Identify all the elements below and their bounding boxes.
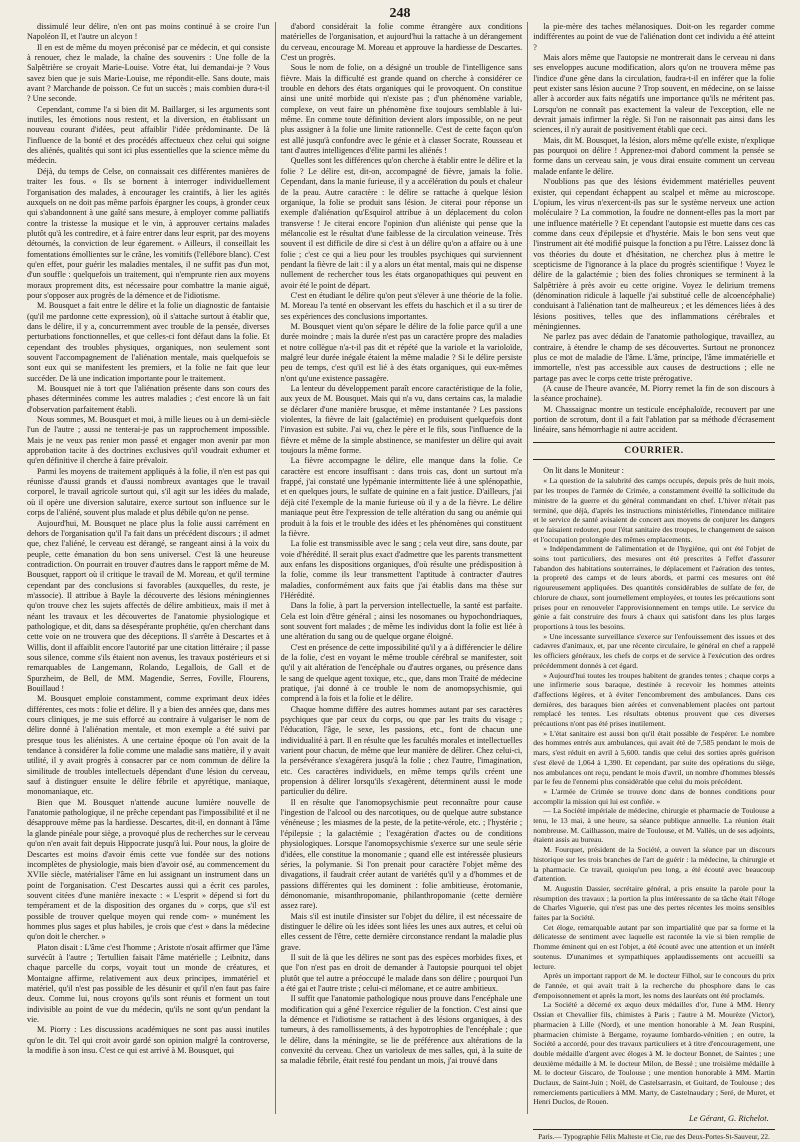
section-divider <box>533 442 775 443</box>
paragraph: » Une incessante surveillance s'exerce sur l'enfouissement des issues et des cadavres d'animaux, et, par une récente circulaire, le général en chef a rappelé les officiers généraux, les chefs de corps et de service à l'exécution des ordres précédemment donnés à cet égard. <box>533 631 775 670</box>
paragraph: M. Bousquet nie à tort que l'aliénation présente dans son cours des phases déterminées comme les autres maladies ; c'est encore là un fait d'observation parfaitement établi. <box>27 384 270 414</box>
paragraph: Il en résulte que l'anomopsychismie peut reconnaître pour cause l'ingestion de l'alcool ou des narcotiques, ou de quelque autre substance vénéneuse ; les miasmes de la peste, de la petite-vérole, etc. ; l'hystérie ; l'épilepsie ; la galactémie ; l'exagération d'actes ou de conditions physiologiques. Lorsque l'anomopsychismie s'exerce sur une seule série d'idées, elle constitue la monomanie ; quand elle est intéressée plusieurs séries, la polymanie. Si l'on prenait pour caractère l'objet même des divagations, il faudrait créer autant de variétés qu'il y a d'hommes et de passions différentes qui les dominent : folie ambitieuse, érotomanie, démonomanie, misanthropomanie, philanthropomanie (cette dernière assez rare). <box>280 797 523 911</box>
gerant-signature: Le Gérant, G. Richelot. <box>688 1113 769 1124</box>
paragraph: » Indépendamment de l'alimentation et de l'hygiène, qui ont été l'objet de soins tout particuliers, des mesures ont été prescrites à l'effet d'assurer l'abandon des habitations souterraines, le déplacement et l'aération des tentes, la propreté des camps et de leurs abords, et parmi ces mesures ont été rigoureusement appliquées. Des quantités considérables de sulfate de fer, de chlorure de chaux, sont journellement employées, et toutes les précautions sont prises pour en renouveler l'approvisionnement en temps utile. Le service du génie a fait construire des fours à chaux qui satisfont dans les plus larges proportions à tous les besoins. <box>533 544 775 631</box>
paragraph: Cependant, comme l'a si bien dit M. Baillarger, si les arguments sont inutiles, les émotions nous restent, et la diversion, en établissant un nouveau courant d'idées, peut affaiblir l'idée prédominante. De là l'influence de la bonté et des procédés affectueux chez celui qui soigne des aliénés, qualités qui sont ici plus essentielles que la science même du médecin. <box>27 104 270 166</box>
column-2 <box>275 22 528 1114</box>
courrier-title: COURRIER. <box>624 445 684 456</box>
paragraph: Bien que M. Bousquet n'attende aucune lumière nouvelle de l'anatomie pathologique, il ne prêche cependant pas l'impossibilité et il ne désapprouve même pas la hardiesse. Descartes, dit-il, en donnant à l'âme la glande pinéale pour siège, a provoqué plus de recherches sur le cerveau qu'on n'en avait fait depuis Hippocrate jusqu'à lui. Pour nous, la gloire de Descartes est moins d'avoir émis cette vue fondée sur des notions incomplètes de physiologie, mais bien d'avoir osé, au commencement du XVIIe siècle, matérialiser l'âme en lui assignant un instrument dans un point de l'organisation. C'est Descartes aussi qui a écrit ces paroles, souvent citées d'une manière inexacte : « L'esprit » dépend si fort du tempérament et de la disposition des organes du » corps, que s'il est possible de trouver quelque moyen qui rende com- » munément les hommes plus sages et plus habiles, je crois que c'est » dans la médecine qu'on doit le chercher. » <box>27 797 270 942</box>
paragraph: M. Augustin Dassier, secrétaire général, a pris ensuite la parole pour la résumption des travaux ; la portion la plus intéressante de sa tâche était l'éloge de Charles Viguerie, qui n'est pas une des pertes récentes les moins sensibles faites par la Société. <box>533 883 775 923</box>
paragraph: dissimulé leur délire, n'en ont pas moins continué à se croire l'un Napoléon II, et l'autre un alcyon ! <box>27 22 270 42</box>
column-3 <box>527 22 780 1142</box>
paragraph: M. Bousquet vient qu'on sépare le délire de la folie parce qu'il a une durée moindre ; mais la durée n'est pas un caractère propre des maladies et notre collègue n'a-t-il pas dit et répété que la variole et la varioloïde, malgré leur durée inégale étaient la même maladie ? Si le délire persiste peu de temps, c'est qu'il est lié à des états organiques, qui eux-mêmes n'ont qu'une existence passagère. <box>280 321 523 383</box>
paragraph: Déjà, du temps de Celse, on connaissait ces différentes manières de traiter les fous. « Ils se bornent à interroger individuellement l'organisation des malades, à encourager les craintifs, à lier les agités auxquels on ne doit pas même parfois épargner les coups, à gronder ceux qui s'abandonnent à une gaîté sans mesure, à employer comme palliatifs contre la tristesse la musique et le vin, à approuver certains malades plutôt qu'à les contredire, et à faire entrer dans leur esprit, par des moyens détournés, la conviction de leur égarement. » Ailleurs, il conseillait les fomentations émollientes sur le crâne, les vomitifs (l'ellébore blanc). C'est qu'en effet, pour guérir les maladies mentales, il ne suffit pas d'un mot, d'un souffle : quelquefois un traitement, qui n'emprunte rien aux moyens moraux proprement dits, est nécessaire pour combattre la manie aiguë, pour s'opposer aux progrès de la démence et de l'idiotisme. <box>27 166 270 300</box>
paragraph: M. Bousquet emploie constamment, comme exprimant deux idées différentes, ces mots : folie et délire. Il y a bien des années que, dans mes cours cliniques, je me suis efforcé au contraire à vulgariser le nom de délire donné à l'aliénation mentale, et mon exemple a été suivi par presque tous les aliénistes. A une certaine époque où l'on avait de la tendance à considérer la folie comme une maladie sans matière, il y avait utilité, il y avait progrès à consacrer par ce nom commun de délire la similitude de troubles intellectuels dépendant d'une lésion du cerveau, sauf à distinguer ensuite le délire fébrile et apyrétique, maniaque, monomaniaque, etc. <box>27 694 270 797</box>
paragraph: « La question de la salubrité des camps occupés, depuis près de huit mois, par les troupes de l'armée de Crimée, a constamment éveillé la sollicitude du ministre de la guerre et du général commandant en chef. L'hiver n'était pas terminé, que déjà, d'après les instructions ministérielles, l'intendance militaire et le service de santé avisaient de concert aux moyens de conjurer les dangers que faisaient redouter, pour l'état sanitaire des troupes, le changement de saison et l'occupation prolongée des mêmes emplacements. <box>533 476 775 544</box>
paragraph: Il suit de là que les délires ne sont pas des espèces morbides fixes, et que l'on n'est pas en droit de demander à l'autopsie pourquoi tel objet plutôt que tel autre a préoccupé le malade dans son délire ; pourquoi l'un a été gai et l'autre triste ; celui-ci mélomane, et ce autre ambitieux. <box>280 952 523 993</box>
paragraph: (A cause de l'heure avancée, M. Piorry remet la fin de son discours à la séance prochaine). <box>533 384 775 404</box>
paragraph: Dans la folie, à part la perversion intellectuelle, la santé est parfaite. Cela est loin d'être général ; ainsi les nosomanes ou hypochondriaques, sont souvent fort malades ; de même les individus dont la folie est liée à une altération du sang ou de quelque organe éloigné. <box>280 601 523 642</box>
paragraph: M. Piorry : Les discussions académiques ne sont pas aussi inutiles qu'on le dit. Tel qui croit avoir gardé son opinion malgré la controverse, la modifie à son insu. C'est ce qui est arrivé à M. Bousquet, qui <box>27 1025 270 1056</box>
paragraph: Mais alors même que l'autopsie ne montrerait dans le cerveau ni dans ses enveloppes aucune modification, alors qu'on ne trouvera même pas l'indice d'une gêne dans la circulation, faudra-t-il en inférer que la folie peut exister sans lésion aucune ? Trop souvent, en médecine, on se laisse aller à accorder aux faits négatifs une importance qu'ils ne méritent pas. Lorsqu'on ne connaît pas exactement la valeur de l'exception, elle ne devrait jamais infirmer la règle. Si l'on ne raisonnait pas ainsi dans les sciences, il n'y aurait de positivement établi que ceci. <box>533 53 775 135</box>
paragraph: » Aujourd'hui toutes les troupes habitent de grandes tentes ; chaque corps a une infirmerie sous baraque, destinée à recevoir les hommes atteints d'affections légères, et à éviter l'encombrement des ambulances. Dans ces dernières, des baraques bien aérées et convenablement placées ont partout remplacé les tentes. Les résultats obtenus prouvent que ces diverses précautions n'ont pas été prises inutilement. <box>533 670 775 729</box>
paragraph: Parmi les moyens de traitement appliqués à la folie, il n'en est pas qui réunisse d'aussi grands et d'aussi nombreux avantages que le travail corporel, le travail agricole surtout qui, s'il agit sur les idées du malade, où il opère une diversion salutaire, exerce surtout son influence sur le corps de l'aliéné, souvent plus malade et plus débile qu'on ne pense. <box>27 466 270 518</box>
page-number: 248 <box>389 6 411 21</box>
section-divider-thin <box>533 459 775 460</box>
paragraph: — La Société impériale de médecine, chirurgie et pharmacie de Toulouse a tenu, le 13 mai, à une heure, sa séance publique annuelle. La réunion était nombreuse. M. Cailhasson, maire de Toulouse, et M. Vallès, un de ses adjoints, étaient assis au bureau. <box>533 806 775 845</box>
paragraph: » L'armée de Crimée se trouve donc dans de bonnes conditions pour accomplir la mission qui lui est confiée. » <box>533 786 775 806</box>
column-3-body <box>533 22 775 436</box>
paragraph: La fièvre accompagne le délire, elle manque dans la folie. Ce caractère est encore insuffisant : dans trois cas, dont un surtout m'a frappé, j'ai constaté une lypémanie intermittente liée à une splénopathie, et en quelques jours, le sulfate de quinine en a fait justice. D'ailleurs, j'ai déjà cité l'exemple de la manie furieuse où il y a de la fièvre. Le délire maniaque peut être l'expression de telle altération du sang ou anémie qui produit à la fois et le trouble des idées et les phénomènes qui constituent la fièvre. <box>280 456 523 538</box>
paragraph: M. Fourquet, président de la Société, a ouvert la séance par un discours historique sur les trois branches de l'art de guérir : la médecine, la chirurgie et la pharmacie. Ce travail, quoiqu'un peu long, a été écouté avec beaucoup d'attention. <box>533 845 775 884</box>
paragraph: Quelles sont les différences qu'on cherche à établir entre le délire et la folie ? Le délire est, dit-on, accompagné de fièvre, jamais la folie. Cependant, dans la manie furieuse, il y a accélération du pouls et chaleur de la peau. Autre caractère : le délire se rattache à quelque lésion organique, la folie se produit sans lésion. Je citerai pour réponse un exemple d'aliénation qu'Esquirol attribue à un déplacement du colon transverse ! Je citerai encore l'opinion d'un aliéniste qui pense que la mélancolie est le résultat d'une faiblesse de la circulation veineuse. Très souvent il est difficile de dire si c'est à un délire qu'on a affaire ou à une folie ; c'est ce qui a lieu pour les troubles psychiques qui surviennent pendant la fièvre de lait : il y a alors un état mental, mais qui ne dispense nullement de rechercher tous les états organopathiques qui peuvent en avoir été le point de départ. <box>280 156 523 290</box>
paragraph: La folie est transmissible avec le sang ; cela veut dire, sans doute, par voie d'hérédité. Il serait plus exact d'admettre que les parents transmettent aux enfans les dispositions organiques, d'où résulte une prédisposition à la folie, comme ils leur transmettent l'aptitude à contracter d'autres maladies, conformément aux faits que j'ai établis dans ma thèse sur l'Hérédité. <box>280 539 523 600</box>
paragraph: » L'état sanitaire est aussi bon qu'il était possible de l'espérer. Le nombre des hommes entrés aux ambulances, qui avait été de 7,585 pendant le mois de mars, s'est réduit en avril à 5,600. tandis que celui des sorties après guérison s'est élevé de 1,064 à 1,390. Et cependant, par suite des opérations du siège, nos ambulances ont reçu, pendant le mois d'avril, un nombre d'hommes blessés par le feu de l'ennemi plus considérable que celui du mois précédent. <box>533 728 775 787</box>
paragraph: M. Bousquet a fait entre le délire et la folie un diagnostic de fantaisie (qu'il me pardonne cette expression), où il s'attache surtout à établir que, dans le délire, il y a, concurremment avec trouble de la pensée, diverses perturbations fonctionnelles, et que celles-ci font défaut dans la folie. Et cependant des troubles physiques, organiques, non seulement sont souvent l'accompagnement de l'aliénation mentale, mais quelquefois se sont eux qui se manifestent les premiers, et la folie ne fait que leur succéder. De là une indication importante pour le traitement. <box>27 301 270 383</box>
paragraph: d'abord considérait la folie comme étrangère aux conditions matérielles de l'organisation, et aujourd'hui la rattache à un dérangement du cerveau, encourage M. Moreau et approuve la hardiesse de Descartes. C'est un progrès. <box>280 22 523 63</box>
paragraph: Après un important rapport de M. le docteur Filhol, sur le concours du prix de l'année, et qui avait trait à la recherche du phosphore dans le cas d'empoisonnement et après la mort, les noms des lauréats ont été proclamés. <box>533 971 775 1000</box>
paragraph: Chaque homme diffère des autres hommes autant par ses caractères psychiques que par ceux du corps, ou que par les traits du visage ; l'éducation, l'âge, le sexe, les passions, etc., font de chacun une individualité à part. Il en résulte que les facultés morales et intellectuelles varient pour chacun, de même que leur manière de délirer. Chez celui-ci, la persévérance s'exagérera jusqu'à la folie ; chez l'autre, l'imagination, etc. Ces caractères individuels, en même temps qu'ils créent une propension à délirer lorsqu'ils s'exagèrent, déterminent aussi le mode particulier du délire. <box>280 704 523 797</box>
article-columns <box>22 22 780 1142</box>
courrier-intro: On lit dans le Moniteur : <box>543 466 624 476</box>
paragraph: Cet éloge, remarquable autant par son impartialité que par sa forme et la délicatesse de sentiment avec laquelle est racontée la vie si bien remplie de l'homme éminent qui en est l'objet, a été écouté avec une attention et un intérêt soutenus. D'unanimes et sympathiques applaudissements ont accueilli sa lecture. <box>533 922 775 971</box>
paragraph: Mais s'il est inutile d'insister sur l'objet du délire, il est nécessaire de distinguer le délire où les idées sont liées les unes aux autres, et celui où elles cessent de l'être, cette dernière circonstance rendant la maladie plus grave. <box>280 911 523 952</box>
paragraph: C'est en étudiant le délire qu'on peut s'élever à une théorie de la folie. M. Moreau l'a tenté en observant les effets du haschich et il a su tirer de ses expériences des conclusions importantes. <box>280 290 523 321</box>
printer-imprint: Paris.— Typographie Félix Malteste et Cie, rue des Deux-Portes-St-Sauveur, 22. <box>533 1129 775 1142</box>
paragraph: Mais, dit M. Bousquet, la lésion, alors même qu'elle existe, n'explique pas pourquoi on délire ! Apprenez-moi d'abord comment la pensée se forme dans un cerveau sain, je vous dirai ensuite comment un cerveau malade enfante le délire. <box>533 135 775 176</box>
paragraph: Il suffit que l'anatomie pathologique nous prouve dans l'encéphale une modification qui a gêné l'exercice régulier de la fonction. C'est ainsi que la démence et l'idiotisme se rattachent à des lésions organiques, à des tumeurs, à des ramollissements, à des hypotrophies de l'encéphale ; que le délire, dans la méningite, se lie de préférence aux altérations de la convexité du cerveau. Chez un varioleux de mes salles, qui, à la suite de sa maladie fébrile, était resté fou pendant un mois, j'ai trouvé dans <box>280 994 523 1066</box>
paragraph: Aujourd'hui, M. Bousquet ne place plus la folie aussi carrément en dehors de l'organisation qu'il l'a fait dans un précédent discours ; il admet que, chez l'aliéné, le cerveau est dérangé, se rangeant ainsi à la voix du peuple, cette émanation du bon sens universel. C'est là une heureuse contradiction. On pourrait en trouver d'autres dans le rapport même de M. Bousquet, rapport où il critique le travail de M. Moreau, et qu'il termine cependant par des conclusions si favorables (auxquelles, du reste, je m'associe). Il attribue à Bayle la découverte des lésions méningiennes qu'on trouve chez les sujets affectés de délire ambitieux, mais il met à néant les travaux et les découvertes de l'anatomie physiologique et pathologique, et dit, dans sa désespérante prophétie, qu'en cherchant dans cette voie on ne trouvera que des déceptions. Il s'arrête à Descartes et à Willis, dont il affaiblit encore l'autorité par une citation littéraire ; il passe sous silence, comme s'ils étaient non avenus, les travaux postérieurs et si remarquables de Langemann, Rolando, Legallois, de Gall et de Spurzheim, de Bell, de MM. Magendie, Serres, Foville, Flourens, Bouillaud ! <box>27 518 270 693</box>
paragraph: N'oublions pas que des lésions évidemment matérielles peuvent exister, qui cependant échappent au scalpel et même au microscope. L'opium, les virus n'exercent-ils pas sur le système nerveux une action moléculaire ? La commotion, la foudre ne donnent-elles pas la mort par une influence matérielle ? Et cependant l'autopsie est muette dans ces cas comme dans ceux d'épilepsie et d'hystérie. Mais le bon sens veut que l'instrument ait été modifié puisque la fonction a pu l'être. Laissez donc là vos théories du doute et d'hésitation, ne cherchez plus à mettre le scepticisme de l'ignorance à la place du progrès scientifique ! Voyez le délire de la galactémie ; bien des folies chroniques se terminent à la Salpêtrière à près avoir eu cette origine. Voyez le delirium tremens (dénomination ridicule à laquelle j'ai substitué celle de alcoencéphalie) conduisant à l'aliénation tant de malheureux ; et les démences liées à des lésions positives, telles que des inflammations cérébrales et méningiennes. <box>533 177 775 331</box>
paragraph: Sous le nom de folie, on a désigné un trouble de l'intelligence sans fièvre. Mais la difficulté est grande quand on cherche à considérer ce trouble en dehors des états organiques qui le provoquent. On constitue ainsi une unité morbide qui n'existe pas ; d'un phénomène variable, complexe, on veut faire un phénomène fixe toujours semblable à lui-même. En comme toute définition devient alors impossible, on ne peut plus assigner à la folie une limite rationnelle. C'est de cette façon qu'on est allé jusqu'à confondre avec le génie et à classer Socrate, Rousseau et tant d'autres intelligences d'élite parmi les aliénés ! <box>280 63 523 156</box>
courrier-body <box>533 476 775 1107</box>
column-1 <box>22 22 275 1114</box>
paragraph: Nous sommes, M. Bousquet et moi, à mille lieues ou à un demi-siècle l'un de l'autre ; aussi ne tenterai-je pas un rapprochement impossible. Mais je ne veux pas renier mon passé et engager mon avenir par mon approbation tacite à des doctrines exclusives qu'il voudrait exhumer et qu'en définitive il cherche à faire prévaloir. <box>27 415 270 466</box>
paragraph: La Société a décerné ex æquo deux médailles d'or, l'une à MM. Henry Ossian et Chevallier fils, chimistes à Paris ; l'autre à M. Mourèze (Victor), pharmacien à Lille (Nord), et une mention honorable à M. Jean Ruspini, pharmacien chimiste à Bergame, royaume lombardo-vénitien ; en outre, la Société a accordé, pour des travaux particuliers et à titre d'encouragement, une double médaille d'argent avec éloges à M. le docteur Bonnet, de Saintes ; une deuxième médaille à M. le docteur Milon, de Bessé ; une troisième médaille à M. le docteur Giscaro, de Toulouse ; une mention honorable à MM. Martin Duclaux, de Saint-Juin ; Noël, de Castelsarrasin, et Guitard, de Toulouse ; des remerciements particuliers à MM. Marty, de Castelnaudary ; Seré, de Muret, et Henri Duclos, de Rouen. <box>533 1000 775 1107</box>
paragraph: la pie-mère des taches mélanosiques. Doit-on les regarder comme indifférentes au point de vue de l'aliénation dont cet individu a été atteint ? <box>533 22 775 52</box>
paragraph: M. Chassaignac montre un testicule encéphaloïde, recouvert par une portion de scrotum, dont il a fait l'ablation par sa méthode d'écrasement linéaire, sans hémorrhagie ni autre accident. <box>533 404 775 435</box>
paragraph: Il en est de même du moyen préconisé par ce médecin, et qui consiste à renouer, chez le malade, la chaîne des souvenirs : Une folle de la Salpêtrière se croyait Marie-Louise. Votre état, lui demandai-je ? Vous savez bien que je suis Marie-Louise, me répondit-elle. Sans doute, mais avant ? Marchande de poisson. Ce fut un succès ; mais combien dura-t-il ? Une seconde. <box>27 42 270 104</box>
paragraph: La lenteur du développement paraît encore caractéristique de la folie, aux yeux de M. Bousquet. Mais qui n'a vu, dans certains cas, la maladie se déclarer d'une manière brusque, et même instantanée ? Les passions violentes, la fièvre de lait (galactémie) en produisent quelquefois dont l'invasion est subite. J'ai vu, chez le père et le fils, sous l'influence de la fièvre et même de la simple abstinence, se manifester un délire qui avait toujours la même forme. <box>280 384 523 456</box>
paragraph: C'est en présence de cette impossibilité qu'il y a à différencier le délire de la folie, c'est en voyant le même trouble cérébral se manifester, soit qu'il y ait altération de l'encéphale ou d'autres organes, ou présence dans le sang de quelque agent toxique, etc., que, dans mon Traité de médecine pratique, j'ai donné à ce trouble le nom de anomopsychismie, qui comprend à la fois et la folie et le délire. <box>280 642 523 704</box>
paragraph: Ne parlez pas avec dédain de l'anatomie pathologique, travaillez, au contraire, à étendre le champ de ses découvertes. Surtout ne prononcez plus ce mot de maladie de l'âme. L'âme, principe, l'âme immatérielle et immortelle, n'est pas accessible aux causes de destructions ; elle ne partage pas avec le corps cette triste prérogative. <box>533 332 775 383</box>
paragraph: Platon disait : L'âme c'est l'homme ; Aristote n'osait affirmer que l'âme survécût à l'autre ; Tertullien faisait l'âme matérielle ; Leibnitz, dans chaque parcelle du corps, voyait tout un monde de créatures, et Montaigne affirme, relativement aux deux principes, immatériel et matériel, qu'il n'est pas possible de les désunir et qu'il n'en faut pas faire deux. Comme lui, nous croyons qu'ils sont réunis et forment un tout indivisible au point de vue du médecin, qu'ils ne sont qu'un pendant la vie. <box>27 942 270 1024</box>
